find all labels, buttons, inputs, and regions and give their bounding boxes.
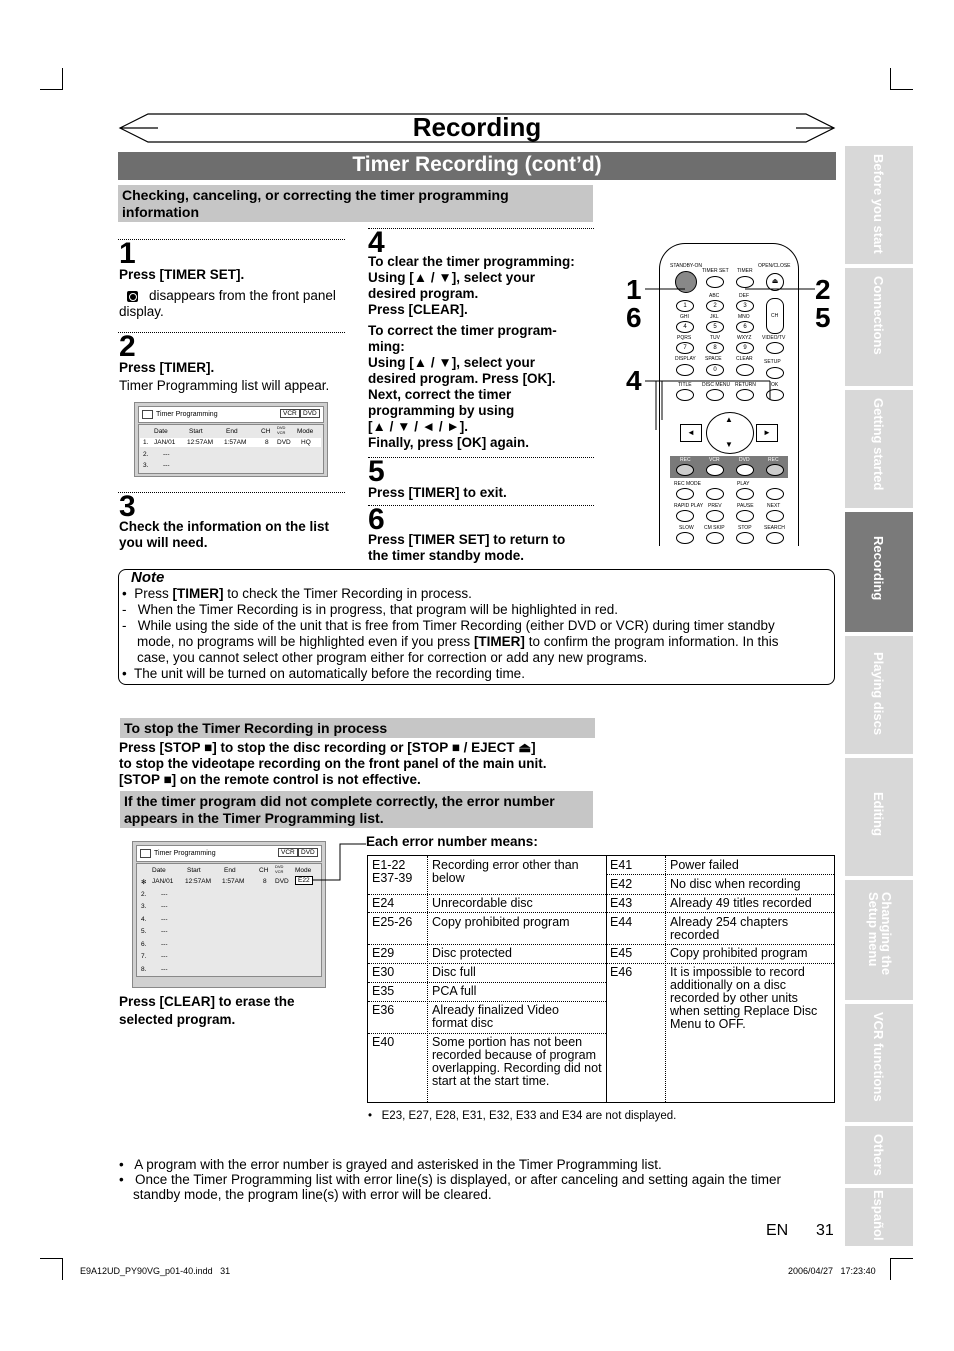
tab-label: VCR functions (871, 1012, 886, 1102)
error-heading-line: If the timer program did not complete correctly, the error number (124, 793, 555, 809)
correct-line: Using [▲ / ▼], select your (368, 355, 536, 370)
error-code: E36 (372, 1003, 395, 1017)
screen-title: Timer Programming (154, 850, 216, 857)
row-num: 3. (143, 462, 149, 469)
row-num: 7. (141, 953, 147, 960)
error-desc: Some portion has not been recorded because of program overlapping. Recording did not start at the start time. (432, 1035, 602, 1088)
divider (368, 228, 594, 229)
correct-line: Finally, press [OK] again. (368, 435, 530, 450)
crop-mark (62, 68, 63, 90)
footer-file: E9A12UD_PY90VG_p01-40.indd 31 (80, 1266, 231, 1276)
col-date: Date (152, 867, 166, 874)
step6-action (368, 532, 565, 564)
remote-label: PQRS (677, 335, 692, 341)
col-dvdvcr: DVD VCR (275, 864, 284, 874)
row-dash: --- (161, 891, 168, 898)
tab-label: Recording (871, 536, 886, 601)
row-mode: HQ (301, 439, 311, 446)
error-heading (120, 791, 593, 828)
crop-mark (891, 1258, 913, 1259)
section-title-band (118, 152, 836, 180)
tab-connections[interactable] (845, 268, 913, 386)
stop-text (119, 740, 599, 788)
row-num: 2. (143, 451, 149, 458)
step1-desc (119, 288, 341, 320)
row-end: 1:57AM (222, 878, 245, 885)
note-text: While using the side of the unit that is free from Timer Recording (either DVD or VCR) during timer standby (137, 618, 775, 633)
row-num: 8. (141, 966, 147, 973)
remote-label: TIMER SET (702, 268, 729, 274)
vcr-button (706, 464, 724, 476)
divider (368, 457, 594, 458)
digit-label: 8 (713, 345, 717, 351)
remote-label: SLOW (679, 525, 694, 531)
list-icon (142, 410, 153, 419)
remote-label: DISPLAY (675, 356, 696, 362)
crop-mark (891, 89, 913, 90)
error-heading-line: appears in the Timer Programming list. (124, 810, 384, 826)
stop-line: to stop the videotape recording on the front panel of the main unit. (119, 756, 547, 771)
col-end: End (224, 867, 236, 874)
row-dash: --- (161, 916, 168, 923)
remote-label: NEXT (767, 503, 781, 509)
note-text: The unit will be turned on automatically before the recording time. (133, 666, 525, 681)
error-code: E24 (372, 896, 395, 910)
stop-line: Press [STOP ■] to stop the disc recording or [STOP ■ / EJECT ⏏] (119, 740, 536, 755)
bottom-note-text: standby mode, the program line(s) with error will be cleared. (133, 1187, 492, 1202)
step5-action: Press [TIMER] to exit. (368, 485, 507, 500)
stop-heading: To stop the Timer Recording in process (120, 718, 595, 738)
section-title: Timer Recording (cont’d) (352, 153, 602, 176)
remote-label: PAUSE (737, 503, 754, 509)
row-date: JAN/01 (154, 439, 176, 446)
tab-espanol[interactable] (845, 1188, 913, 1246)
divider (118, 492, 345, 493)
note-text: mode, no programs will be highlighted even if you press (137, 634, 474, 649)
error-code: E43 (610, 896, 633, 910)
tab-before-you-start[interactable] (845, 146, 913, 264)
bottom-note: • Once the Timer Programming list with error line(s) is displayed, or after canceling and setting again the timer (119, 1172, 782, 1187)
remote-label: OK (771, 382, 779, 388)
remote-label: RAPID PLAY (674, 503, 704, 509)
tab-recording[interactable] (845, 512, 913, 632)
digit-label: 3 (743, 303, 747, 309)
pause-button (736, 510, 754, 522)
bottom-note: • A program with the error number is grayed and asterisked in the Timer Programming list. (119, 1157, 662, 1172)
row-dash: --- (161, 966, 168, 973)
col-mode: Mode (297, 428, 314, 435)
remote-label: CM SKIP (704, 525, 725, 531)
error-desc: No disc when recording (670, 877, 801, 891)
correct-line: ming: (368, 339, 405, 354)
row-start: 12:57AM (187, 439, 214, 446)
tab-label: Connections (871, 276, 886, 355)
row-date: JAN/01 (152, 878, 174, 885)
footer-date: 2006/04/27 17:23:40 (788, 1266, 876, 1276)
stop-line: [STOP ■] on the remote control is not effective. (119, 772, 421, 787)
note-text: to check the Timer Recording in process. (223, 586, 472, 601)
error-desc: Copy prohibited program (670, 946, 808, 960)
tab-changing-setup-menu[interactable] (845, 880, 913, 1000)
correct-line: Next, correct the timer (368, 387, 512, 402)
step1-desc-text: disappears from the front panel display. (119, 288, 336, 319)
error-grid (367, 855, 835, 1103)
callout-number: 6 (626, 302, 642, 333)
col-start: Start (187, 867, 201, 874)
row-error-code: E22 (295, 876, 313, 885)
col-end: End (226, 428, 238, 435)
col-ch: CH (259, 867, 269, 874)
callout-number: 5 (815, 302, 831, 333)
error-desc: PCA full (432, 984, 477, 998)
right-arrow-icon: ► (756, 424, 778, 442)
remote-label: DEF (739, 293, 749, 299)
error-code: E41 (610, 858, 633, 872)
row-num: 5. (141, 928, 147, 935)
timer-programming-screen (134, 402, 328, 477)
note-item: - When the Timer Recording is in progress, that program will be highlighted in red. (122, 602, 618, 617)
row-ch: 8 (263, 878, 267, 885)
remote-label: GHI (680, 314, 689, 320)
row-num: 2. (141, 891, 147, 898)
timer-programming-error-screen (132, 841, 326, 988)
row-dash: --- (161, 953, 168, 960)
crop-mark (40, 1258, 62, 1259)
digit-label: 7 (683, 345, 687, 351)
list-icon (140, 849, 151, 858)
each-error-label: Each error number means: (366, 834, 538, 849)
footnote-text: E23, E27, E28, E31, E32, E33 and E34 are not displayed. (381, 1110, 677, 1122)
remote-label: TUV (710, 335, 720, 341)
step1-action: Press [TIMER SET]. (119, 267, 245, 282)
step3-action: Check the information on the list you will need. (119, 519, 330, 550)
clear-heading: To clear the timer programming: (368, 254, 575, 269)
note-body (122, 586, 832, 682)
dvd-badge: DVD (298, 848, 318, 857)
step-number: 1 (119, 237, 136, 270)
row-num: 1. (143, 439, 149, 446)
page-lang: EN (766, 1222, 789, 1239)
error-desc: Already 49 titles recorded (670, 896, 812, 910)
step-number: 6 (368, 503, 385, 536)
correct-line: programming by using (368, 403, 515, 418)
remote-label: MNO (738, 314, 750, 320)
row-dash: --- (161, 941, 168, 948)
remote-label: STANDBY-ON (670, 263, 702, 269)
rec-button (676, 464, 694, 476)
tab-label: Playing discs (871, 652, 886, 736)
col-date: Date (154, 428, 168, 435)
correct-line: desired program. Press [OK]. (368, 371, 556, 386)
col-mode: Mode (295, 867, 312, 874)
vcr-badge: VCR (280, 409, 300, 418)
step2-action: Press [TIMER]. (119, 360, 215, 375)
row-dash: --- (161, 928, 168, 935)
next-button (766, 510, 784, 522)
row-num: 6. (141, 941, 147, 948)
clear-line: Using [▲ / ▼], select your (368, 270, 536, 285)
remote-label: DISC MENU (702, 382, 731, 388)
dvd-button (736, 464, 754, 476)
error-desc: Already finalized Video format disc (432, 1003, 559, 1030)
note-text: [TIMER] (473, 634, 525, 649)
page-title-banner (118, 110, 836, 146)
step4-text (368, 254, 596, 451)
remote-label: REC (768, 457, 779, 463)
digit-label: 0 (713, 367, 717, 373)
row-ch: 8 (265, 439, 269, 446)
callout-number: 4 (626, 365, 642, 396)
digit-label: 5 (713, 324, 717, 330)
error-code: E45 (610, 946, 633, 960)
remote-label: SEARCH (764, 525, 785, 531)
error-desc: Power failed (670, 858, 739, 872)
digit-label: 4 (683, 324, 687, 330)
correct-line: [▲ / ▼ / ◄ / ►]. (368, 419, 468, 434)
step6-line: Press [TIMER SET] to return to (368, 532, 566, 547)
remote-label: SETUP (764, 359, 781, 365)
step-number: 5 (368, 455, 385, 488)
error-desc: Already 254 chapters recorded (670, 915, 789, 942)
tab-label: Changing the Setup menu (866, 892, 894, 976)
error-code: E30 (372, 965, 395, 979)
error-code: E46 (610, 965, 633, 979)
error-code: E29 (372, 946, 395, 960)
remote-label: REC MODE (674, 481, 701, 487)
col-dvdvcr: DVD VCR (277, 425, 286, 435)
rec-mode-button (676, 488, 694, 500)
callout-number: 1 (626, 274, 642, 305)
note-item: - While using the side of the unit that is free from Timer Recording (either DVD or VCR) during timer standby (122, 618, 775, 633)
tab-editing[interactable] (845, 758, 913, 876)
step6-line: the timer standby mode. (368, 548, 525, 563)
remote-label: TITLE (678, 382, 692, 388)
remote-label: PLAY (737, 481, 750, 487)
error-callout-line (310, 838, 370, 888)
remote-label: CH (771, 313, 779, 319)
col-start: Start (189, 428, 203, 435)
row-dash: --- (161, 903, 168, 910)
divider (118, 332, 345, 333)
remote-label: DVD (739, 457, 750, 463)
note-label: Note (131, 569, 165, 586)
note-item (122, 634, 832, 650)
clear-line: desired program. (368, 286, 479, 301)
error-asterisk: ✻ (141, 879, 147, 886)
remote-label: STOP (738, 525, 752, 531)
rapid-play-button (676, 510, 694, 522)
step2-desc: Timer Programming list will appear. (119, 378, 330, 393)
digit-label: 6 (743, 324, 747, 330)
bottom-note (119, 1187, 835, 1202)
ffwd-button (766, 488, 784, 500)
down-arrow-icon: ▼ (725, 440, 733, 449)
dvd-badge: DVD (300, 409, 320, 418)
remote-label: WXYZ (737, 335, 752, 341)
screen-header (136, 845, 322, 862)
remote-label: CLEAR (736, 356, 753, 362)
screen-list (136, 863, 322, 977)
tab-others[interactable] (845, 1126, 913, 1184)
col-ch: CH (261, 428, 271, 435)
footnote: • E23, E27, E28, E31, E32, E33 and E34 are not displayed. (368, 1110, 677, 1122)
row-start: 12:57AM (185, 878, 212, 885)
vcr-badge: VCR (278, 848, 298, 857)
error-desc: Unrecordable disc (432, 896, 533, 910)
crop-mark (890, 1258, 891, 1280)
remote-label: ABC (709, 293, 720, 299)
error-code: E40 (372, 1035, 395, 1049)
remote-label: REC (680, 457, 691, 463)
row-num: 4. (141, 916, 147, 923)
divider (118, 239, 345, 240)
error-desc: Copy prohibited program (432, 915, 570, 929)
error-code: E42 (610, 877, 633, 891)
screen-title: Timer Programming (156, 411, 218, 418)
note-item: • The unit will be turned on automatically before the recording time. (122, 666, 525, 681)
note-text: Press (134, 586, 173, 601)
remote-label: RETURN (735, 382, 756, 388)
stop-button (736, 532, 754, 544)
rewind-button (706, 488, 724, 500)
remote-label: SPACE (705, 356, 722, 362)
row-media: DVD (277, 439, 291, 446)
search-button (766, 532, 784, 544)
step-number: 3 (119, 490, 136, 523)
row-dash: --- (163, 451, 170, 458)
checking-heading: Checking, canceling, or correcting the timer programming information (118, 185, 593, 222)
error-desc: It is impossible to record additionally on a disc recorded by other units when setting Replace Disc Menu to OFF. (670, 965, 818, 1031)
row-end: 1:57AM (224, 439, 247, 446)
divider (368, 505, 594, 506)
note-item: • Press [TIMER] to check the Timer Recording in process. (122, 586, 472, 601)
cm-skip-button (706, 532, 724, 544)
clear-line: Press [CLEAR]. (368, 302, 468, 317)
correct-line: To correct the timer program- (368, 323, 557, 338)
error-desc: Disc protected (432, 946, 512, 960)
tab-label: Editing (871, 792, 886, 837)
screen-list (138, 424, 324, 474)
rec-button (766, 464, 784, 476)
digit-label: 2 (713, 303, 717, 309)
rec-strip (670, 456, 788, 478)
note-text: When the Timer Recording is in progress, that program will be highlighted in red. (137, 602, 618, 617)
tab-label: Before you start (871, 154, 886, 254)
screen-header (138, 406, 324, 423)
note-text: [TIMER] (172, 586, 224, 601)
error-desc: Recording error other than below (432, 858, 579, 885)
row-num: 3. (141, 903, 147, 910)
remote-label: TIMER (737, 268, 753, 274)
remote-label: VIDEO/TV (762, 335, 786, 341)
error-code: E1-22 E37-39 (372, 858, 413, 885)
error-code: E25-26 (372, 915, 413, 929)
play-button (736, 488, 754, 500)
remote-label: VCR (709, 457, 720, 463)
callout-number: 2 (815, 274, 831, 305)
crop-mark (40, 89, 62, 90)
up-arrow-icon: ▲ (725, 415, 733, 424)
page-number: 31 (816, 1222, 834, 1239)
remote-label: JKL (710, 314, 719, 320)
note-text: case, you cannot select other program either for correction or add any new programs. (137, 650, 648, 665)
eject-button: ⏏ (766, 273, 784, 291)
digit-label: 9 (743, 345, 747, 351)
note-item (122, 650, 832, 666)
note-box (118, 569, 835, 685)
bottom-notes (119, 1157, 835, 1202)
bottom-note-text: A program with the error number is grayed and asterisked in the Timer Programming list. (134, 1157, 662, 1172)
tab-label: Others (871, 1134, 886, 1176)
step-number: 2 (119, 330, 136, 363)
tab-label: Getting started (871, 398, 886, 491)
note-text: to confirm the program information. In this (524, 634, 779, 649)
row-media: DVD (275, 878, 289, 885)
bottom-note-text: Once the Timer Programming list with error line(s) is displayed, or after canceling and setting again the timer (134, 1172, 782, 1187)
left-arrow-icon: ◄ (680, 424, 702, 442)
digit-label: 1 (683, 303, 687, 309)
press-clear-text: Press [CLEAR] to erase the selected program. (119, 994, 295, 1027)
crop-mark (890, 68, 891, 90)
row-dash: --- (163, 462, 170, 469)
remote-label: PREV (708, 503, 722, 509)
slow-button (676, 532, 694, 544)
error-code: E35 (372, 984, 395, 998)
tab-playing-discs[interactable] (845, 636, 913, 754)
tab-getting-started[interactable] (845, 390, 913, 508)
page-title: Recording (412, 112, 542, 142)
step-number: 4 (368, 226, 385, 259)
crop-mark (62, 1258, 63, 1280)
tab-label: Español (871, 1190, 886, 1241)
remote-label: OPEN/CLOSE (758, 263, 791, 269)
prev-button (706, 510, 724, 522)
tab-vcr-functions[interactable] (845, 1004, 913, 1122)
error-desc: Disc full (432, 965, 476, 979)
error-code: E44 (610, 915, 633, 929)
